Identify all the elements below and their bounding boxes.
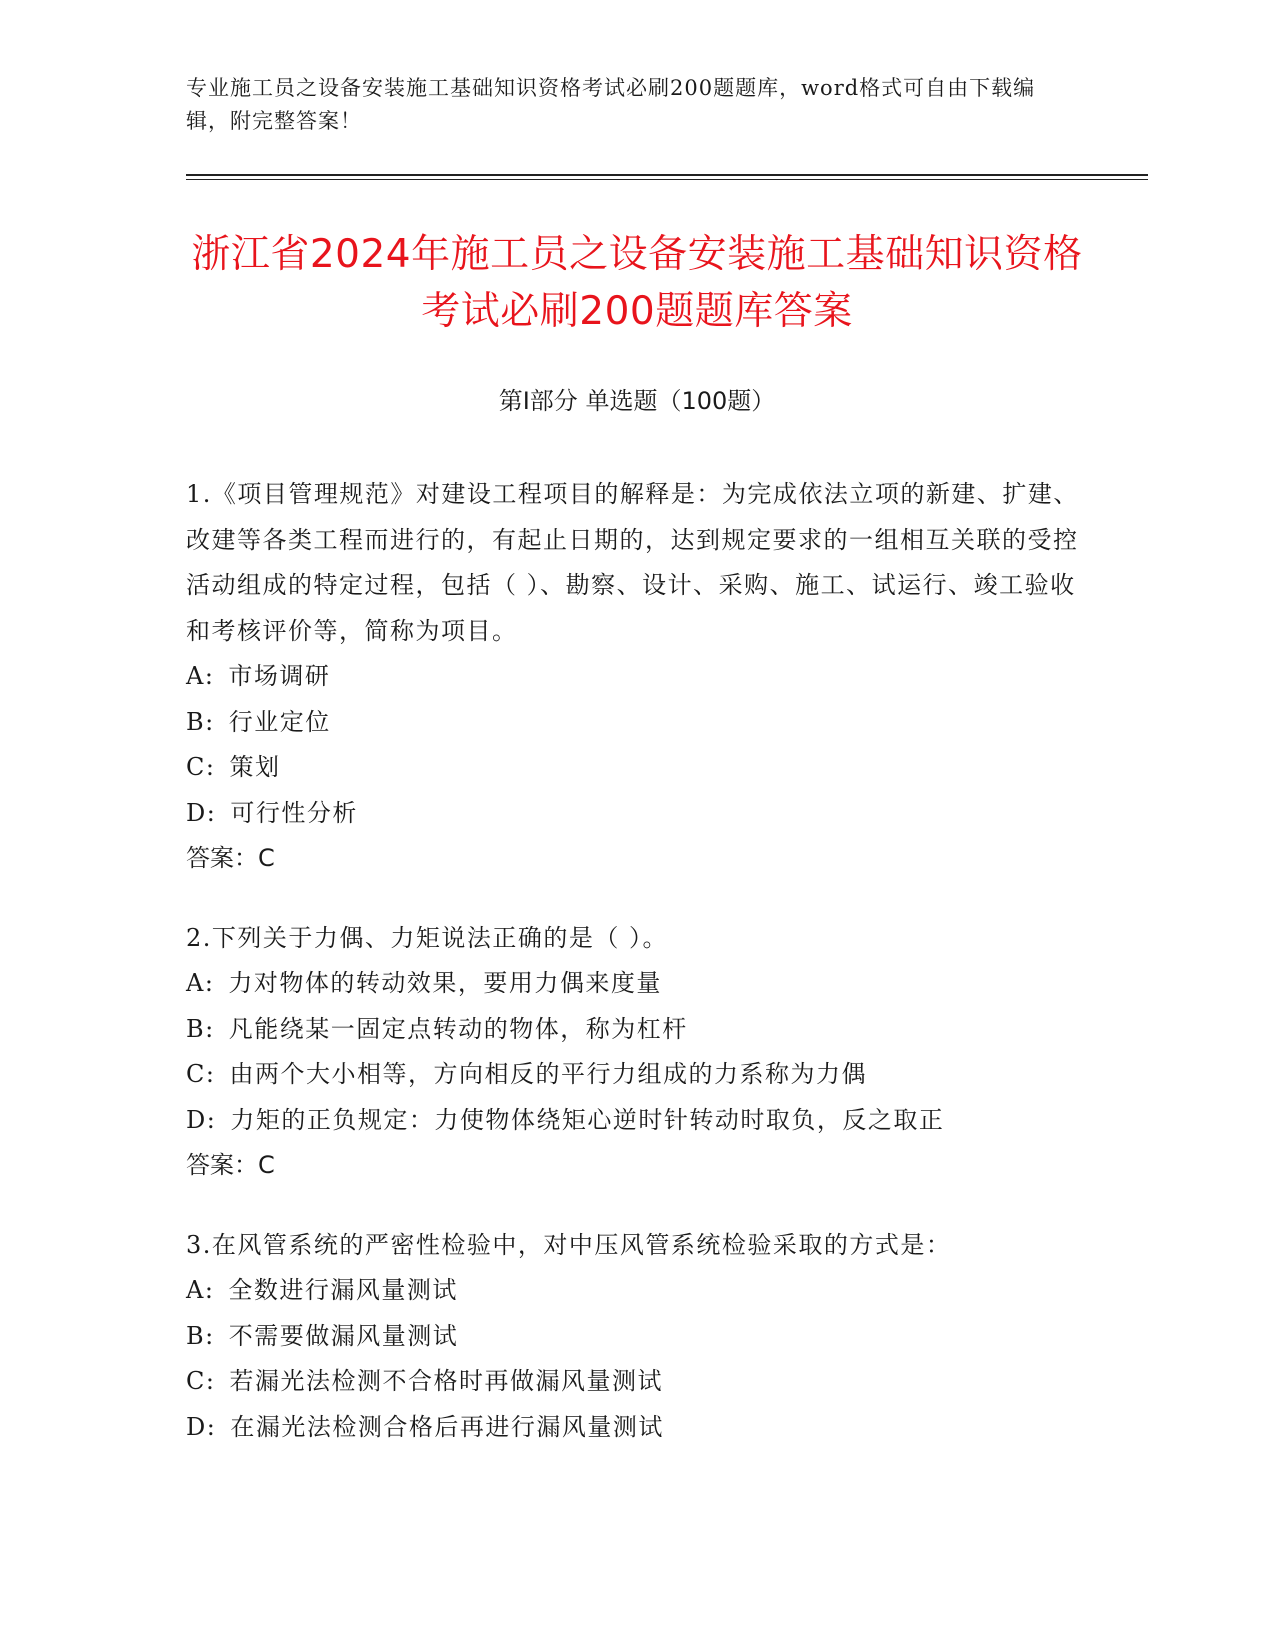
option-label: C:: [186, 1367, 216, 1395]
option-text: 力矩的正负规定：力使物体绕矩心逆时针转动时取负，反之取正: [230, 1105, 945, 1134]
option-a: [186, 1268, 1086, 1314]
option-label: A:: [186, 662, 215, 690]
option-text: 由两个大小相等，方向相反的平行力组成的力系称为力偶: [229, 1060, 867, 1088]
option-label: B:: [186, 1321, 215, 1350]
question-3: [186, 1223, 1086, 1451]
option-d: [186, 791, 1086, 837]
question-1: [186, 472, 1086, 882]
option-label: C:: [186, 1060, 216, 1088]
option-d: [186, 1098, 1086, 1144]
option-text: 全数进行漏风量测试: [228, 1276, 458, 1304]
option-c: [186, 1052, 1086, 1098]
option-text: 若漏光法检测不合格时再做漏风量测试: [229, 1367, 663, 1395]
section-heading: 第I部分 单选题（100题）: [498, 387, 776, 415]
answer-line: 答案：C: [186, 844, 275, 872]
option-label: B:: [186, 1014, 215, 1043]
question-list: [186, 472, 1086, 1484]
option-text: 不需要做漏风量测试: [228, 1321, 459, 1350]
option-text: 策划: [229, 753, 281, 781]
option-d: [186, 1405, 1086, 1451]
option-c: [186, 1359, 1086, 1405]
option-b: [186, 700, 1086, 746]
option-text: 可行性分析: [230, 798, 358, 827]
option-b: [186, 1314, 1086, 1360]
page-header: 专业施工员之设备安装施工基础知识资格考试必刷200题题库，word格式可自由下载编辑，附完整答案！: [186, 76, 1036, 133]
option-text: 在漏光法检测合格后再进行漏风量测试: [230, 1412, 664, 1441]
question-stem: 3.在风管系统的严密性检验中，对中压风管系统检验采取的方式是：: [186, 1230, 952, 1259]
question-2: [186, 916, 1086, 1189]
question-stem: 1.《项目管理规范》对建设工程项目的解释是：为完成依法立项的新建、扩建、改建等各类工程而进行的，有起止日期的，达到规定要求的一组相互关联的受控活动组成的特定过程，包括（ ）、勘察、设计、采购、施工、试运行、竣工验收和考核评价等，简称为项目。: [186, 480, 1079, 645]
option-label: C:: [186, 753, 216, 781]
option-text: 行业定位: [228, 707, 331, 736]
option-text: 力对物体的转动效果，要用力偶来度量: [228, 969, 662, 997]
document-title: 浙江省2024年施工员之设备安装施工基础知识资格考试必刷200题题库答案: [191, 232, 1083, 334]
option-a: [186, 961, 1086, 1007]
option-label: D:: [186, 1412, 217, 1441]
option-b: [186, 1007, 1086, 1053]
option-label: A:: [186, 1276, 215, 1304]
option-label: A:: [186, 969, 215, 997]
option-a: [186, 654, 1086, 700]
option-label: B:: [186, 707, 215, 736]
option-c: [186, 745, 1086, 791]
option-label: D:: [186, 798, 217, 827]
option-label: D:: [186, 1105, 217, 1134]
header-rule: [186, 174, 1148, 180]
option-text: 市场调研: [228, 662, 331, 690]
option-text: 凡能绕某一固定点转动的物体，称为杠杆: [228, 1014, 688, 1043]
question-stem: 2.下列关于力偶、力矩说法正确的是（ ）。: [186, 923, 669, 952]
answer-line: 答案：C: [186, 1151, 275, 1179]
